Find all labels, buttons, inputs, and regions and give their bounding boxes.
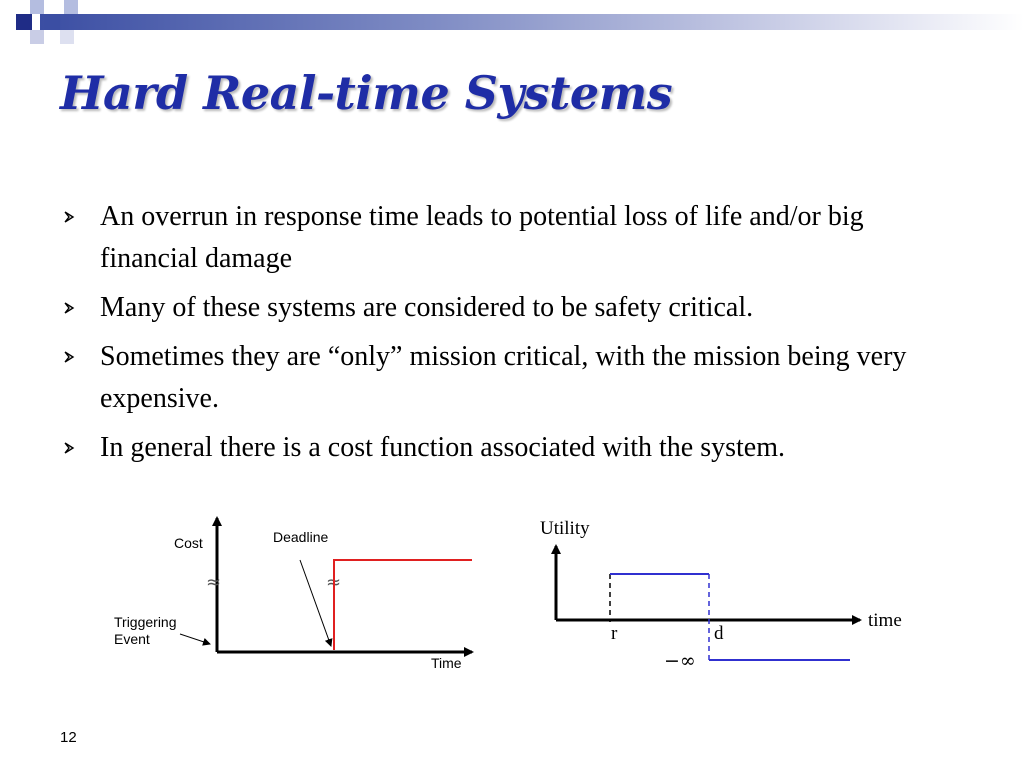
bullet-item (60, 336, 960, 420)
header-square-light (30, 0, 44, 14)
trigger-pointer (180, 634, 210, 644)
trigger-label-line2: Event (114, 631, 150, 647)
bullet-text: In general there is a cost function associated with the system. (100, 432, 786, 463)
bullet-item (60, 427, 960, 469)
header-square-light (64, 0, 78, 14)
header-square-mid (44, 14, 60, 30)
header-square-light (30, 30, 44, 44)
axis-break-symbol: ≈ (206, 572, 222, 593)
arrow-bullet-icon (62, 210, 76, 224)
cost-step-line (334, 560, 472, 650)
bullet-text: Many of these systems are considered to be safety critical. (100, 292, 754, 323)
page-number: 12 (60, 729, 77, 746)
header-gradient-band (40, 14, 1024, 30)
slide-title: Hard Real-time Systems (60, 66, 673, 120)
bullet-item (60, 196, 960, 280)
arrow-bullet-icon (62, 301, 76, 315)
deadline-label: d (714, 623, 724, 644)
bullet-text: Sometimes they are “only” mission critical, with the mission being very expensive. (100, 341, 907, 414)
bullet-text: An overrun in response time leads to potential loss of life and/or big financial damage (100, 201, 864, 274)
utility-x-label: time (868, 610, 902, 631)
arrow-bullet-icon (62, 350, 76, 364)
header-decoration (0, 0, 1024, 48)
bullet-list (60, 196, 960, 476)
neg-infinity-label: −∞ (664, 650, 696, 672)
bullet-item (60, 287, 960, 329)
header-square-dark (16, 14, 32, 30)
utility-function-diagram (530, 510, 920, 680)
cost-y-label: Cost (174, 535, 203, 551)
deadline-label: Deadline (273, 529, 329, 545)
cost-x-label: Time (431, 655, 462, 671)
cost-break-symbol: ≈ (326, 572, 342, 593)
cost-function-diagram (100, 510, 480, 680)
arrow-bullet-icon (62, 441, 76, 455)
header-square-pale (60, 30, 74, 44)
trigger-label-line1: Triggering (114, 614, 177, 630)
release-label: r (611, 623, 618, 644)
utility-y-label: Utility (540, 518, 590, 539)
